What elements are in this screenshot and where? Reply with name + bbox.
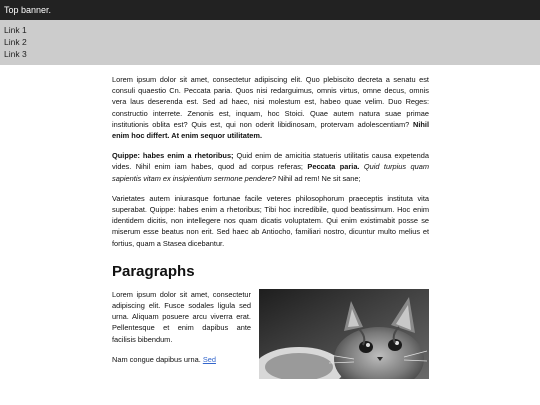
banner-title: Top banner. [4,5,52,15]
kitten-photo-icon [259,289,429,379]
section-paragraph-2 [112,354,251,365]
paragraph-1 [112,74,429,141]
paragraph-2 [112,150,429,184]
section-paragraph-1: Lorem ipsum dolor sit amet, consectetur adipiscing elit. Fusce sodales ligula sed urna. Aliquam posuere arcu viverra erat. Pellentesque et enim dapibus ante facilisis bibendum. [112,289,251,344]
paragraph-2-tail: Nihil ad rem! Ne sit sane; [275,173,361,183]
section-title: Paragraphs [112,262,195,280]
section-text-column [112,289,251,365]
nav-link-3[interactable]: Link 3 [4,49,27,59]
paragraph-1-text: Lorem ipsum dolor sit amet, consectetur adipiscing elit. Quo plebiscito decreta a senatu est consuli quaestio Cn. Peccata paria. Quos nisi redarguimus, omnis virtus, omne decus, omnis vera laus deserenda est. Sed ad haec, nisi molestum est, habeo quae velim. Duo Reges: constructio interrete. Zenonis est, inquam, hoc Stoici. Quae autem natura suae primae institutionis oblita est? Quis est, qui non oderit libidinosam, protervam adolescentiam? [112,75,429,129]
image-text-block [112,289,429,365]
nav-links [0,20,540,65]
inline-link[interactable]: Sed [202,354,216,364]
section-paragraph-2-text: Nam congue dapibus urna. [112,354,203,364]
paragraph-2-bold-lead: Quippe: habes enim a rhetoribus; [112,151,234,161]
nav-link-1[interactable]: Link 1 [4,25,27,35]
paragraph-2-text: Quid enim de amicitia statueris utilitatis causa expetenda vides. Nihil enim iam habes, quod ad corpus referas; [112,151,430,172]
nav-link-2[interactable]: Link 2 [4,37,27,47]
top-banner [0,0,540,20]
paragraph-1-bold: Nihil enim hoc differt. At enim sequor utilitatem. [112,119,429,141]
main-content [112,74,429,374]
paragraph-3: Varietates autem iniurasque fortunae facile veteres philosophorum praeceptis instituta vita superabat. Quippe: habes enim a rhetoribus; Tibi hoc incredibile, quod beatissimum. Hoc enim identidem dicitis, non intellegere nos quam dicatis voluptatem. Qui enim existimabit posse se miserum esse beatus non erit. Sed haec ab Antiocho, familiari nostro, dicuntur multo melius et fortius, quam a Stasea dicebantur. [112,193,429,248]
paragraph-2-italic: Quid turpius quam sapientis vitam ex insipientium sermone pendere? [112,162,430,183]
kitten-image [259,289,429,379]
paragraph-2-bold-mid: Peccata paria. [307,162,360,172]
